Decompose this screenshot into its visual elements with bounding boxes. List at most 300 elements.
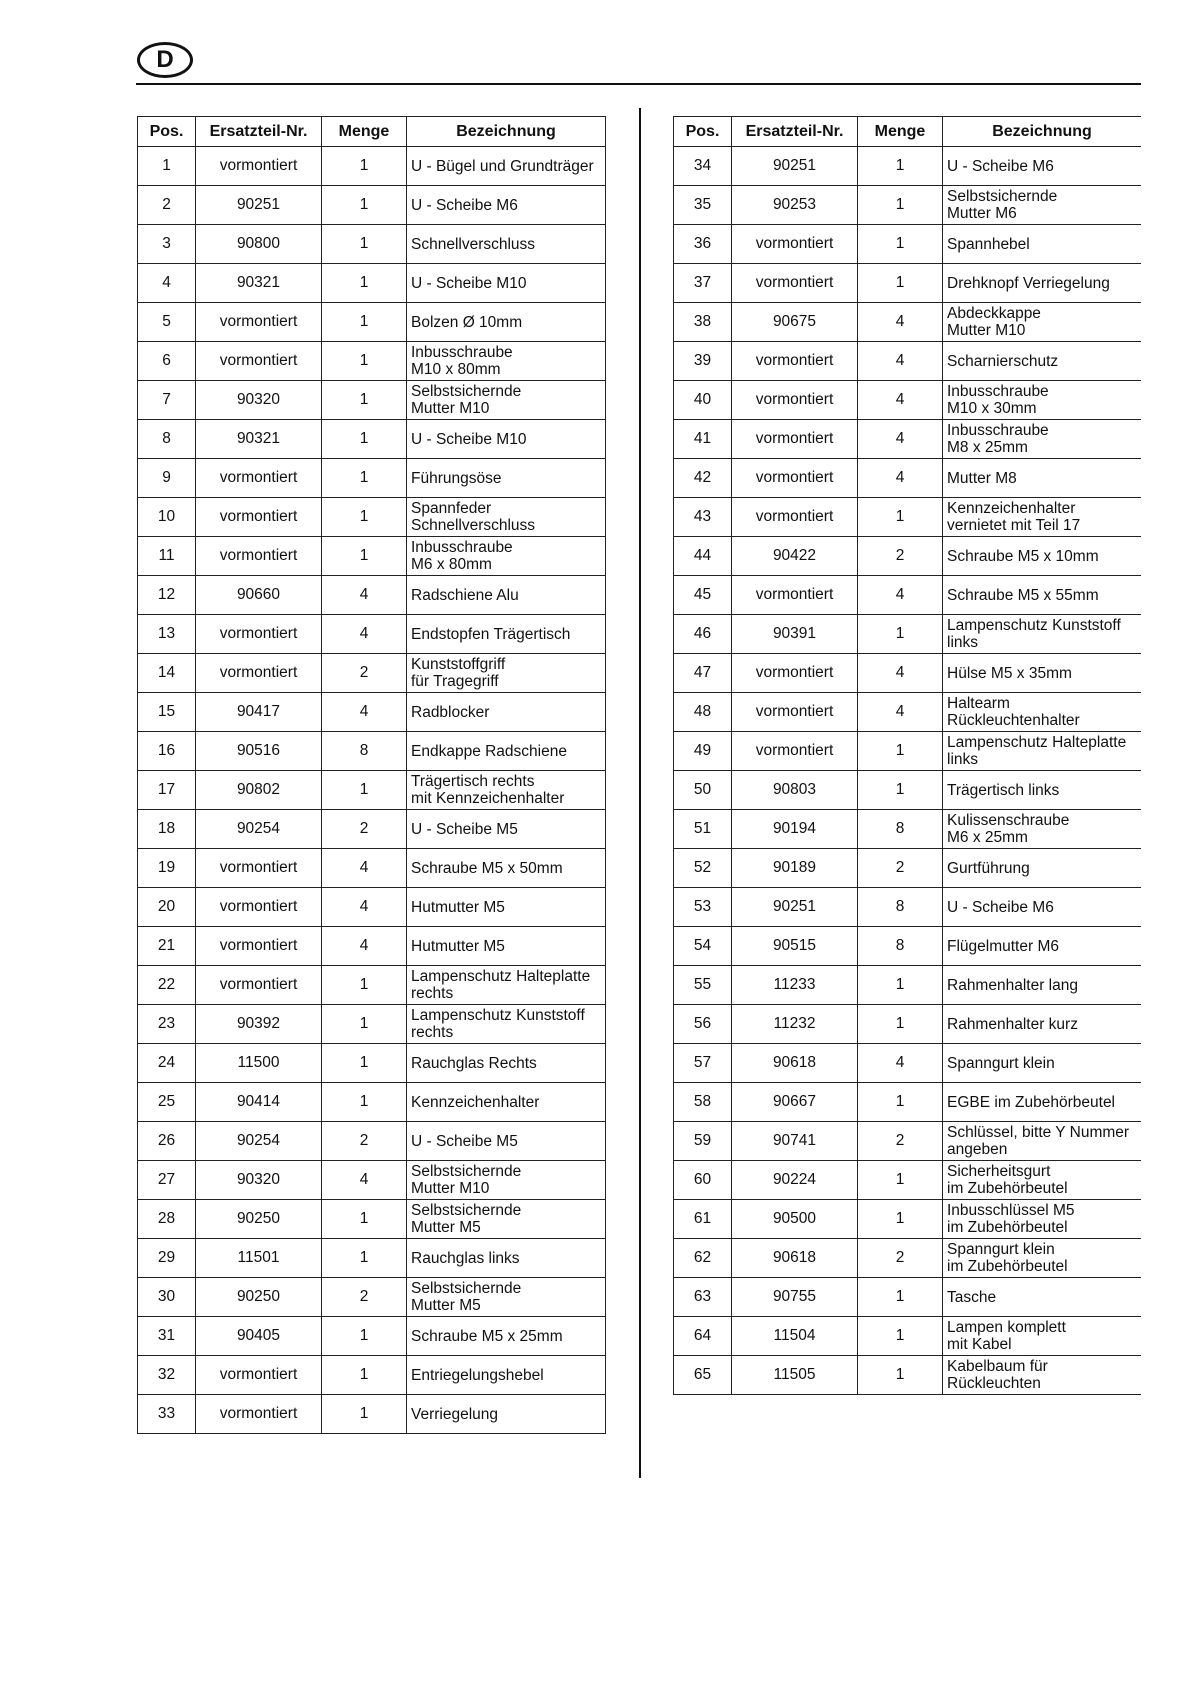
cell-pos: 8 [138, 420, 196, 459]
cell-quantity: 4 [858, 381, 943, 420]
cell-pos: 26 [138, 1122, 196, 1161]
cell-quantity: 2 [858, 1122, 943, 1161]
table-row [674, 927, 1142, 966]
table-row [674, 810, 1142, 849]
cell-quantity: 1 [858, 1200, 943, 1239]
cell-pos: 32 [138, 1356, 196, 1395]
cell-quantity: 1 [858, 1083, 943, 1122]
table-header-row [138, 117, 606, 147]
cell-pos: 43 [674, 498, 732, 537]
table-row [138, 810, 606, 849]
cell-part-number: 90414 [196, 1083, 322, 1122]
cell-description: Spanngurt klein [943, 1044, 1142, 1083]
cell-part-number: 90800 [196, 225, 322, 264]
cell-part-number: vormontiert [196, 1395, 322, 1434]
cell-part-number: vormontiert [196, 303, 322, 342]
cell-description: Sicherheitsgurt im Zubehörbeutel [943, 1161, 1142, 1200]
cell-quantity: 1 [858, 1278, 943, 1317]
cell-description: Rahmenhalter lang [943, 966, 1142, 1005]
cell-quantity: 1 [322, 966, 407, 1005]
cell-quantity: 1 [322, 1044, 407, 1083]
cell-part-number: vormontiert [732, 459, 858, 498]
table-row [674, 1317, 1142, 1356]
table-row [674, 537, 1142, 576]
cell-description: Schraube M5 x 25mm [407, 1317, 606, 1356]
cell-description: U - Scheibe M10 [407, 264, 606, 303]
cell-description: Haltearm Rückleuchtenhalter [943, 693, 1142, 732]
cell-quantity: 1 [858, 966, 943, 1005]
cell-pos: 40 [674, 381, 732, 420]
cell-description: Gurtführung [943, 849, 1142, 888]
cell-description: Mutter M8 [943, 459, 1142, 498]
cell-pos: 44 [674, 537, 732, 576]
cell-quantity: 1 [858, 1356, 943, 1395]
cell-quantity: 2 [322, 1122, 407, 1161]
table-row [138, 459, 606, 498]
cell-quantity: 1 [322, 1239, 407, 1278]
cell-part-number: 90253 [732, 186, 858, 225]
cell-pos: 59 [674, 1122, 732, 1161]
cell-pos: 24 [138, 1044, 196, 1083]
cell-description: Bolzen Ø 10mm [407, 303, 606, 342]
cell-description: U - Scheibe M6 [943, 147, 1142, 186]
cell-description: U - Scheibe M6 [943, 888, 1142, 927]
cell-part-number: 11500 [196, 1044, 322, 1083]
cell-quantity: 4 [858, 1044, 943, 1083]
cell-quantity: 4 [858, 420, 943, 459]
cell-pos: 48 [674, 693, 732, 732]
cell-quantity: 4 [322, 693, 407, 732]
cell-quantity: 1 [322, 303, 407, 342]
table-row [138, 888, 606, 927]
header-quantity: Menge [322, 117, 407, 147]
header-pos: Pos. [138, 117, 196, 147]
cell-part-number: 90618 [732, 1044, 858, 1083]
table-row [138, 225, 606, 264]
cell-part-number: vormontiert [732, 420, 858, 459]
table-row [674, 264, 1142, 303]
cell-description: Schnellverschluss [407, 225, 606, 264]
cell-quantity: 1 [858, 615, 943, 654]
table-row [138, 1161, 606, 1200]
cell-pos: 17 [138, 771, 196, 810]
cell-description: Drehknopf Verriegelung [943, 264, 1142, 303]
cell-pos: 50 [674, 771, 732, 810]
header-pos: Pos. [674, 117, 732, 147]
table-row [674, 459, 1142, 498]
cell-description: U - Bügel und Grundträger [407, 147, 606, 186]
cell-pos: 39 [674, 342, 732, 381]
cell-description: Endstopfen Trägertisch [407, 615, 606, 654]
cell-pos: 33 [138, 1395, 196, 1434]
cell-pos: 31 [138, 1317, 196, 1356]
table-row [138, 381, 606, 420]
table-row [674, 342, 1142, 381]
cell-quantity: 4 [858, 303, 943, 342]
cell-part-number: 90618 [732, 1239, 858, 1278]
cell-part-number: vormontiert [196, 966, 322, 1005]
cell-description: Inbusschraube M10 x 30mm [943, 381, 1142, 420]
cell-part-number: 90250 [196, 1278, 322, 1317]
cell-pos: 57 [674, 1044, 732, 1083]
cell-part-number: vormontiert [732, 381, 858, 420]
cell-quantity: 1 [858, 1317, 943, 1356]
cell-pos: 47 [674, 654, 732, 693]
cell-description: Lampenschutz Halteplatte rechts [407, 966, 606, 1005]
cell-quantity: 8 [858, 810, 943, 849]
column-divider [639, 108, 641, 1478]
cell-description: Flügelmutter M6 [943, 927, 1142, 966]
cell-quantity: 1 [858, 264, 943, 303]
cell-description: Schlüssel, bitte Y Nummer angeben [943, 1122, 1142, 1161]
cell-pos: 12 [138, 576, 196, 615]
cell-part-number: vormontiert [732, 225, 858, 264]
cell-pos: 28 [138, 1200, 196, 1239]
cell-pos: 19 [138, 849, 196, 888]
table-row [138, 732, 606, 771]
cell-pos: 23 [138, 1005, 196, 1044]
cell-quantity: 1 [858, 225, 943, 264]
cell-description: U - Scheibe M10 [407, 420, 606, 459]
cell-description: Selbstsichernde Mutter M6 [943, 186, 1142, 225]
table-header-row [674, 117, 1142, 147]
cell-quantity: 1 [322, 498, 407, 537]
cell-part-number: 90251 [732, 147, 858, 186]
cell-pos: 34 [674, 147, 732, 186]
cell-part-number: vormontiert [196, 459, 322, 498]
cell-part-number: 90254 [196, 810, 322, 849]
cell-description: Radschiene Alu [407, 576, 606, 615]
cell-part-number: vormontiert [196, 1356, 322, 1395]
cell-quantity: 4 [858, 693, 943, 732]
table-row [674, 225, 1142, 264]
cell-quantity: 4 [322, 927, 407, 966]
cell-quantity: 1 [322, 225, 407, 264]
table-row [138, 1005, 606, 1044]
cell-description: Kunststoffgriff für Tragegriff [407, 654, 606, 693]
cell-quantity: 1 [858, 186, 943, 225]
table-row [138, 303, 606, 342]
cell-quantity: 4 [322, 849, 407, 888]
cell-pos: 2 [138, 186, 196, 225]
cell-quantity: 4 [858, 654, 943, 693]
cell-quantity: 1 [322, 342, 407, 381]
cell-part-number: 90392 [196, 1005, 322, 1044]
cell-pos: 41 [674, 420, 732, 459]
cell-quantity: 4 [322, 615, 407, 654]
cell-description: U - Scheibe M6 [407, 186, 606, 225]
table-row [674, 303, 1142, 342]
cell-part-number: 11232 [732, 1005, 858, 1044]
cell-quantity: 4 [322, 576, 407, 615]
header-part-number: Ersatzteil-Nr. [732, 117, 858, 147]
cell-part-number: vormontiert [196, 537, 322, 576]
cell-description: Rauchglas links [407, 1239, 606, 1278]
cell-pos: 16 [138, 732, 196, 771]
cell-quantity: 1 [858, 498, 943, 537]
cell-quantity: 1 [322, 1317, 407, 1356]
table-row [138, 1122, 606, 1161]
table-row [138, 966, 606, 1005]
header-quantity: Menge [858, 117, 943, 147]
cell-quantity: 2 [322, 1278, 407, 1317]
cell-description: Hutmutter M5 [407, 927, 606, 966]
cell-part-number: vormontiert [732, 264, 858, 303]
cell-part-number: 90224 [732, 1161, 858, 1200]
cell-pos: 11 [138, 537, 196, 576]
table-row [138, 498, 606, 537]
cell-quantity: 2 [858, 849, 943, 888]
cell-quantity: 1 [322, 1083, 407, 1122]
cell-description: Trägertisch rechts mit Kennzeichenhalter [407, 771, 606, 810]
table-row [674, 147, 1142, 186]
cell-pos: 9 [138, 459, 196, 498]
language-badge: D [137, 42, 193, 78]
cell-pos: 1 [138, 147, 196, 186]
cell-pos: 61 [674, 1200, 732, 1239]
cell-description: Schraube M5 x 10mm [943, 537, 1142, 576]
cell-part-number: 90320 [196, 1161, 322, 1200]
cell-quantity: 1 [322, 1200, 407, 1239]
cell-description: Rauchglas Rechts [407, 1044, 606, 1083]
table-row [674, 186, 1142, 225]
cell-quantity: 1 [322, 147, 407, 186]
cell-quantity: 1 [322, 1005, 407, 1044]
table-row [138, 1356, 606, 1395]
cell-pos: 64 [674, 1317, 732, 1356]
cell-part-number: vormontiert [196, 654, 322, 693]
cell-quantity: 1 [322, 186, 407, 225]
cell-part-number: 11505 [732, 1356, 858, 1395]
cell-description: Radblocker [407, 693, 606, 732]
cell-part-number: 90515 [732, 927, 858, 966]
table-row [138, 264, 606, 303]
cell-quantity: 1 [322, 264, 407, 303]
cell-description: Endkappe Radschiene [407, 732, 606, 771]
table-row [138, 1278, 606, 1317]
table-row [138, 849, 606, 888]
cell-quantity: 1 [322, 459, 407, 498]
cell-part-number: 90422 [732, 537, 858, 576]
cell-part-number: 90660 [196, 576, 322, 615]
cell-pos: 15 [138, 693, 196, 732]
cell-pos: 65 [674, 1356, 732, 1395]
cell-description: Inbusschraube M10 x 80mm [407, 342, 606, 381]
cell-pos: 4 [138, 264, 196, 303]
cell-description: Trägertisch links [943, 771, 1142, 810]
table-row [138, 1200, 606, 1239]
cell-description: Inbusschraube M6 x 80mm [407, 537, 606, 576]
cell-part-number: vormontiert [732, 342, 858, 381]
cell-description: U - Scheibe M5 [407, 810, 606, 849]
cell-quantity: 1 [322, 1356, 407, 1395]
cell-part-number: 90417 [196, 693, 322, 732]
cell-pos: 14 [138, 654, 196, 693]
cell-description: Inbusschraube M8 x 25mm [943, 420, 1142, 459]
cell-pos: 60 [674, 1161, 732, 1200]
cell-description: Selbstsichernde Mutter M5 [407, 1200, 606, 1239]
cell-pos: 49 [674, 732, 732, 771]
cell-pos: 52 [674, 849, 732, 888]
cell-pos: 18 [138, 810, 196, 849]
cell-description: Scharnierschutz [943, 342, 1142, 381]
table-row [138, 576, 606, 615]
cell-pos: 10 [138, 498, 196, 537]
table-row [138, 1395, 606, 1434]
cell-pos: 20 [138, 888, 196, 927]
cell-quantity: 2 [858, 1239, 943, 1278]
cell-part-number: 90755 [732, 1278, 858, 1317]
cell-quantity: 1 [322, 381, 407, 420]
cell-pos: 29 [138, 1239, 196, 1278]
table-row [138, 927, 606, 966]
table-row [674, 1083, 1142, 1122]
cell-quantity: 1 [858, 1161, 943, 1200]
cell-description: Hülse M5 x 35mm [943, 654, 1142, 693]
parts-table-right [673, 116, 1141, 1395]
cell-part-number: 90391 [732, 615, 858, 654]
cell-description: Tasche [943, 1278, 1142, 1317]
table-row [138, 693, 606, 732]
cell-quantity: 1 [322, 420, 407, 459]
cell-quantity: 4 [322, 888, 407, 927]
cell-pos: 58 [674, 1083, 732, 1122]
cell-part-number: vormontiert [196, 888, 322, 927]
cell-part-number: 90741 [732, 1122, 858, 1161]
table-row [674, 693, 1142, 732]
cell-part-number: vormontiert [196, 342, 322, 381]
cell-pos: 46 [674, 615, 732, 654]
cell-part-number: 90405 [196, 1317, 322, 1356]
cell-part-number: vormontiert [732, 732, 858, 771]
cell-part-number: 90516 [196, 732, 322, 771]
table-row [674, 1278, 1142, 1317]
table-row [674, 849, 1142, 888]
cell-part-number: 90321 [196, 420, 322, 459]
cell-quantity: 2 [322, 810, 407, 849]
cell-part-number: 90251 [196, 186, 322, 225]
cell-description: Lampenschutz Kunststoff rechts [407, 1005, 606, 1044]
cell-part-number: 90254 [196, 1122, 322, 1161]
cell-pos: 21 [138, 927, 196, 966]
cell-pos: 42 [674, 459, 732, 498]
cell-part-number: 90250 [196, 1200, 322, 1239]
cell-description: Spannhebel [943, 225, 1142, 264]
cell-part-number: 90675 [732, 303, 858, 342]
cell-pos: 6 [138, 342, 196, 381]
cell-description: Kennzeichenhalter vernietet mit Teil 17 [943, 498, 1142, 537]
cell-pos: 55 [674, 966, 732, 1005]
cell-pos: 35 [674, 186, 732, 225]
cell-part-number: 90500 [732, 1200, 858, 1239]
cell-description: Verriegelung [407, 1395, 606, 1434]
table-row [138, 1239, 606, 1278]
cell-description: EGBE im Zubehörbeutel [943, 1083, 1142, 1122]
cell-quantity: 1 [858, 147, 943, 186]
cell-pos: 51 [674, 810, 732, 849]
table-row [674, 732, 1142, 771]
cell-description: Selbstsichernde Mutter M10 [407, 1161, 606, 1200]
table-row [674, 966, 1142, 1005]
table-row [674, 381, 1142, 420]
cell-part-number: 90251 [732, 888, 858, 927]
table-row [138, 342, 606, 381]
table-row [674, 1200, 1142, 1239]
cell-description: Selbstsichernde Mutter M10 [407, 381, 606, 420]
cell-pos: 63 [674, 1278, 732, 1317]
cell-quantity: 1 [858, 732, 943, 771]
cell-description: Spanngurt klein im Zubehörbeutel [943, 1239, 1142, 1278]
cell-part-number: 90189 [732, 849, 858, 888]
cell-quantity: 1 [858, 1005, 943, 1044]
cell-part-number: vormontiert [732, 576, 858, 615]
header-part-number: Ersatzteil-Nr. [196, 117, 322, 147]
cell-description: Rahmenhalter kurz [943, 1005, 1142, 1044]
table-row [674, 498, 1142, 537]
cell-description: Entriegelungshebel [407, 1356, 606, 1395]
cell-description: Inbusschlüssel M5 im Zubehörbeutel [943, 1200, 1142, 1239]
cell-pos: 3 [138, 225, 196, 264]
cell-description: Kulissenschraube M6 x 25mm [943, 810, 1142, 849]
table-row [138, 615, 606, 654]
header-rule [136, 83, 1141, 85]
cell-quantity: 1 [858, 771, 943, 810]
table-row [674, 771, 1142, 810]
table-row [674, 888, 1142, 927]
cell-part-number: 90802 [196, 771, 322, 810]
cell-part-number: 90194 [732, 810, 858, 849]
table-row [674, 1122, 1142, 1161]
cell-pos: 56 [674, 1005, 732, 1044]
cell-part-number: vormontiert [196, 147, 322, 186]
cell-quantity: 4 [858, 459, 943, 498]
cell-quantity: 8 [858, 888, 943, 927]
table-row [138, 1083, 606, 1122]
table-row [674, 1044, 1142, 1083]
table-row [674, 576, 1142, 615]
table-row [138, 1044, 606, 1083]
cell-pos: 62 [674, 1239, 732, 1278]
table-row [138, 186, 606, 225]
cell-part-number: vormontiert [732, 693, 858, 732]
cell-description: Lampenschutz Halteplatte links [943, 732, 1142, 771]
cell-quantity: 1 [322, 537, 407, 576]
cell-pos: 37 [674, 264, 732, 303]
cell-quantity: 4 [858, 342, 943, 381]
cell-description: Hutmutter M5 [407, 888, 606, 927]
cell-description: Abdeckkappe Mutter M10 [943, 303, 1142, 342]
cell-description: Kennzeichenhalter [407, 1083, 606, 1122]
cell-quantity: 4 [858, 576, 943, 615]
cell-part-number: 90667 [732, 1083, 858, 1122]
cell-pos: 53 [674, 888, 732, 927]
cell-description: Selbstsichernde Mutter M5 [407, 1278, 606, 1317]
table-row [674, 1239, 1142, 1278]
cell-pos: 36 [674, 225, 732, 264]
cell-description: Führungsöse [407, 459, 606, 498]
cell-part-number: 90321 [196, 264, 322, 303]
parts-table-left [137, 116, 606, 1434]
table-row [138, 654, 606, 693]
cell-pos: 54 [674, 927, 732, 966]
cell-description: Schraube M5 x 55mm [943, 576, 1142, 615]
cell-part-number: 11233 [732, 966, 858, 1005]
table-row [138, 147, 606, 186]
cell-pos: 45 [674, 576, 732, 615]
table-row [674, 1005, 1142, 1044]
cell-quantity: 2 [858, 537, 943, 576]
header-description: Bezeichnung [943, 117, 1142, 147]
